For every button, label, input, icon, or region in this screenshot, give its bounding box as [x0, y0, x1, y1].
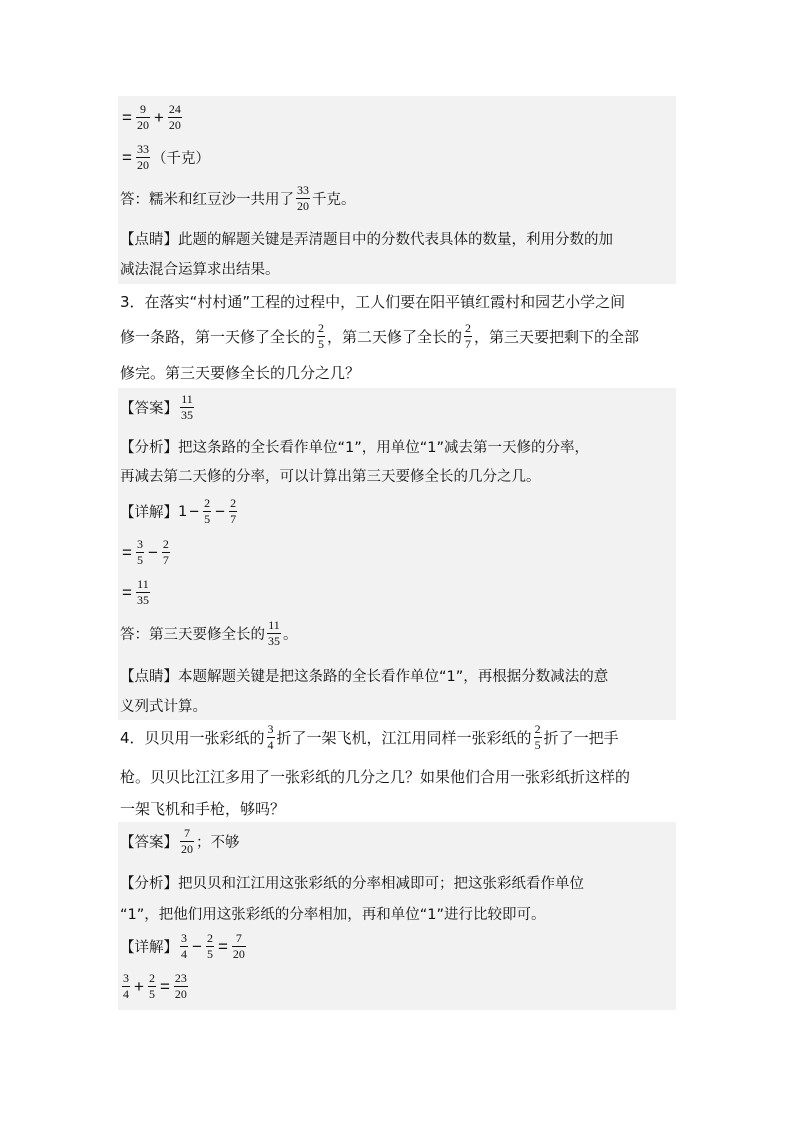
minus-sign: − [147, 542, 158, 562]
analysis-line: 【分析】把贝贝和江江用这张彩纸的分率相减即可；把这张彩纸看作单位 [120, 876, 584, 892]
fraction: $\frac{23}{20}$ [174, 971, 187, 1001]
minus-sign: − [192, 936, 202, 956]
plus-sign: + [153, 107, 164, 127]
fraction: $\frac{3}{4}$ [181, 931, 187, 961]
point-line: 【点睛】此题的解题关键是弄清题目中的分数代表具体的数量，利用分数的加 [120, 232, 613, 248]
unit-text: （千克） [151, 151, 210, 167]
question-4-line: 枪。贝贝比江江多用了一张彩纸的几分之几？如果他们合用一张彩纸折这样的 [120, 768, 631, 786]
fraction: $\frac{2}{5}$ [318, 321, 325, 351]
calc-line [120, 103, 184, 132]
fraction: $\frac{11}{35}$ [268, 618, 280, 648]
minus-sign: − [215, 501, 226, 521]
fraction: $\frac{7}{20}$ [181, 826, 193, 856]
calc-line [120, 143, 210, 172]
equals-sign: = [159, 976, 170, 996]
calc-line [120, 972, 190, 1001]
question-4-line: 4．贝贝用一张彩纸的 $\frac{3}{4}$ 折了一架飞机，江江用同样一张彩纸的 $\frac{2}{5}$ 折了一把手 [120, 722, 619, 752]
equals-sign: = [217, 936, 228, 956]
plus-sign: + [134, 976, 144, 996]
detail-line: 【详解】 $\frac{3}{4}$ − $\frac{2}{5}$ = $\frac{7}{20}$ [120, 931, 245, 961]
analysis-line: 再减去第二天修的分率，可以计算出第三天要修全长的几分之几。 [120, 469, 541, 485]
fraction: $\frac{2}{5}$ [204, 496, 211, 526]
answer-label-line: 【答案】 $\frac{11}{35}$ [120, 392, 193, 422]
point-line: 减法混合运算求出结果。 [120, 262, 280, 278]
question-3-line: 修完。第三天要修全长的几分之几？ [120, 364, 361, 382]
fraction: $\frac{2}{5}$ [206, 931, 213, 961]
fraction: $\frac{11}{35}$ [181, 392, 193, 422]
calc-line [120, 538, 172, 567]
fraction: $\frac{3}{4}$ [123, 971, 129, 1001]
equals-sign: = [122, 107, 132, 127]
analysis-line: 【分析】把这条路的全长看作单位“1”，用单位“1”减去第一天修的分率， [120, 440, 589, 456]
fraction: $\frac{7}{20}$ [232, 931, 245, 961]
minus-sign: − [189, 501, 200, 521]
answer-line: 答：第三天要修全长的 $\frac{11}{35}$ 。 [120, 618, 298, 648]
detail-line: 【详解】 1 − $\frac{2}{5}$ − $\frac{2}{7}$ [120, 496, 237, 526]
fraction: $\frac{9}{20}$ [136, 102, 149, 132]
fraction: $\frac{33}{20}$ [297, 183, 309, 213]
calc-line [120, 578, 152, 607]
fraction: $\frac{11}{35}$ [136, 577, 149, 607]
answer-line: 答：糯米和红豆沙一共用了 $\frac{33}{20}$ 千克。 [120, 183, 356, 213]
equals-sign: = [122, 542, 132, 562]
point-line: 义列式计算。 [120, 699, 207, 715]
fraction: $\frac{24}{20}$ [168, 102, 181, 132]
answer-label-line: 【答案】 $\frac{7}{20}$ ；不够 [120, 826, 240, 856]
fraction: $\frac{2}{7}$ [465, 321, 472, 351]
fraction: $\frac{2}{5}$ [534, 722, 541, 752]
fraction: $\frac{3}{5}$ [136, 537, 143, 567]
point-line: 【点睛】本题解题关键是把这条路的全长看作单位“1”，再根据分数减法的意 [120, 669, 609, 685]
fraction: $\frac{2}{5}$ [148, 971, 155, 1001]
fraction: $\frac{33}{20}$ [136, 142, 149, 172]
question-3-line: 3．在落实“村村通”工程的过程中，工人们要在阳平镇红霞村和园艺小学之间 [120, 293, 626, 311]
equals-sign: = [122, 582, 132, 602]
question-3-line: 修一条路，第一天修了全长的 $\frac{2}{5}$ ，第二天修了全长的 $\frac{2}{7}$ ，第三天要把剩下的全部 [120, 321, 640, 351]
fraction: $\frac{3}{4}$ [267, 722, 274, 752]
fraction: $\frac{2}{7}$ [230, 496, 237, 526]
analysis-line: “1”，把他们用这张彩纸的分率相加，再和单位“1”进行比较即可。 [120, 907, 546, 923]
equals-sign: = [122, 147, 132, 167]
question-4-line: 一架飞机和手枪，够吗？ [120, 800, 286, 818]
fraction: $\frac{2}{7}$ [162, 537, 169, 567]
